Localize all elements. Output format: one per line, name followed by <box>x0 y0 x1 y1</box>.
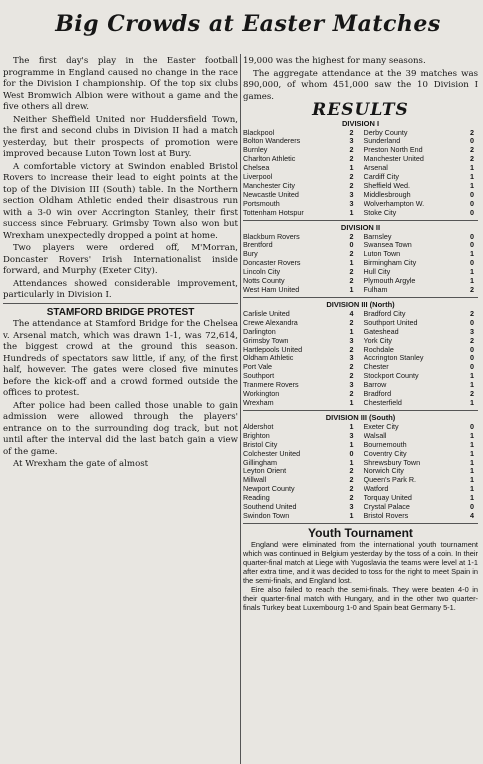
away-score: 1 <box>470 180 474 190</box>
home-team: Lincoln City <box>243 268 281 277</box>
away-team: Hull City <box>363 268 391 277</box>
home-team: Leyton Orient <box>243 467 287 476</box>
home-team: Grimsby Town <box>243 336 289 345</box>
article-paragraph: The first day's play in the Easter football programme in England caused no change in the race for the Division I championship. Of the top six clubs West Bromwich Albion were without a game and the five others all drew. <box>3 56 238 112</box>
result-row <box>243 467 478 476</box>
home-score: 2 <box>349 249 354 259</box>
away-team: Luton Town <box>363 250 401 259</box>
home-team: Colchester United <box>243 449 301 458</box>
home-score: 2 <box>349 484 354 494</box>
away-score: 2 <box>470 335 474 345</box>
result-row <box>243 182 478 191</box>
result-row <box>243 209 478 218</box>
division-block <box>243 223 478 298</box>
away-team: Rochdale <box>363 345 394 354</box>
away-team: Barnsley <box>363 232 392 241</box>
article-paragraph: Neither Sheffield United nor Huddersfield Town, the first and second clubs in Division II had a match yesterday, but their prospects of promotion were improved because Luton Town lost at Bury. <box>3 114 238 159</box>
away-team: Chesterfield <box>363 398 402 407</box>
home-team: Hartlepools United <box>243 345 303 354</box>
article-paragraph: The attendance at Stamford Bridge for the Chelsea v. Arsenal match, which was drawn 1-1, was 72,614, the biggest crowd at the ground this season. Hundreds of spectators saw little, if any, of the first half, however. The gates were closed five minutes before the kick-off and a crowd formed outside the offices to protest. <box>3 319 238 398</box>
home-team: Brighton <box>243 431 270 440</box>
result-row <box>243 191 478 200</box>
away-score: 2 <box>470 308 474 318</box>
home-score: 1 <box>349 258 354 268</box>
result-row <box>243 164 478 173</box>
left-column <box>3 56 238 471</box>
away-team: Plymouth Argyle <box>363 277 416 286</box>
article-paragraph: At Wrexham the gate of almost <box>13 459 149 469</box>
away-score: 1 <box>470 172 474 182</box>
result-row <box>243 129 478 138</box>
away-team: Wolverhampton W. <box>363 199 425 208</box>
away-team: Bournemouth <box>363 440 407 449</box>
home-team: Aldershot <box>243 422 274 431</box>
home-team: Southport <box>243 372 275 381</box>
home-score: 3 <box>349 353 354 363</box>
away-score: 1 <box>470 493 474 503</box>
away-team: Sunderland <box>363 137 401 146</box>
away-team: Bradford City <box>363 309 406 318</box>
home-score: 3 <box>349 380 354 390</box>
result-row <box>243 485 478 494</box>
away-team: Cardiff City <box>363 173 399 182</box>
away-score: 0 <box>470 189 474 199</box>
right-column <box>243 56 478 613</box>
home-team: Bolton Wanderers <box>243 137 301 146</box>
result-row <box>243 200 478 209</box>
home-team: Millwall <box>243 476 267 485</box>
home-team: Tranmere Rovers <box>243 381 299 390</box>
result-row <box>243 137 478 146</box>
result-row <box>243 423 478 432</box>
result-row <box>243 354 478 363</box>
result-row <box>243 346 478 355</box>
home-team: Chelsea <box>243 164 270 173</box>
result-row <box>243 146 478 155</box>
headline: Big Crowds at Easter Matches <box>55 11 441 37</box>
home-score: 2 <box>349 172 354 182</box>
away-score: 1 <box>470 267 474 277</box>
away-team: Arsenal <box>363 164 388 173</box>
away-score: 0 <box>470 136 474 146</box>
away-score: 0 <box>470 502 474 512</box>
away-team: Crystal Palace <box>363 503 410 512</box>
away-team: Swansea Town <box>363 241 412 250</box>
away-team: Derby County <box>363 128 408 137</box>
away-team: Preston North End <box>363 146 423 155</box>
division-block <box>243 119 478 221</box>
home-team: Doncaster Rovers <box>243 259 301 268</box>
home-score: 2 <box>349 276 354 286</box>
result-row <box>243 310 478 319</box>
home-team: Reading <box>243 494 270 503</box>
home-team: Portsmouth <box>243 199 280 208</box>
home-team: Carlisle United <box>243 309 290 318</box>
away-score: 0 <box>470 207 474 217</box>
article-paragraph: Eire also failed to reach the semi-finals. They were beaten 4-0 in their quarter-final match with Hungary, and in the other two quarter-finals Turkey beat Luxembourg 1-0 and Spain beat Germany 5-1. <box>243 585 478 612</box>
home-score: 2 <box>349 466 354 476</box>
home-score: 1 <box>349 285 354 294</box>
home-score: 1 <box>349 207 354 217</box>
division-name: DIVISION I <box>341 118 380 128</box>
result-row <box>243 441 478 450</box>
away-team: Exeter City <box>363 422 399 431</box>
article-paragraph: A comfortable victory at Swindon enabled Bristol Rovers to increase their lead to eight points at the top of the Division III (South) table. In the Northern section Oldham Athletic ended their disastrous run with a 3-0 win over Accrington Stanley, their first success since February. Grimsby Town also won but Wrexham unexpectedly dropped a point at home. <box>3 161 238 241</box>
away-score: 0 <box>470 353 474 363</box>
article-paragraph: After police had been called those unable to gain admission were allowed through the players' entrance on to the surrounding dog track, but not until after the interval did the last batch gain a view of the game. <box>3 400 238 457</box>
home-team: Blackburn Rovers <box>243 232 300 241</box>
result-row <box>243 399 478 408</box>
away-team: York City <box>363 336 392 345</box>
result-row <box>243 476 478 485</box>
away-score: 1 <box>470 439 474 449</box>
result-row <box>243 494 478 503</box>
away-team: Walsall <box>363 431 387 440</box>
result-row <box>243 432 478 441</box>
article-paragraph: Two players were ordered off, M'Morran, Doncaster Rovers' Irish Internationalist inside forward, and Murphy (Exeter City). <box>3 243 238 276</box>
home-score: 2 <box>349 344 354 354</box>
result-row <box>243 173 478 182</box>
home-score: 1 <box>349 457 354 467</box>
away-score: 1 <box>470 380 474 390</box>
results-heading: RESULTS <box>312 100 409 120</box>
home-team: Darlington <box>243 327 276 336</box>
division-block <box>243 300 478 411</box>
result-row <box>243 503 478 512</box>
home-team: Newport County <box>243 485 295 494</box>
away-team: Watford <box>363 485 389 494</box>
home-score: 2 <box>349 231 354 241</box>
away-score: 1 <box>470 466 474 476</box>
result-row <box>243 512 478 521</box>
home-team: Manchester City <box>243 181 295 190</box>
away-score: 1 <box>470 249 474 259</box>
away-score: 2 <box>470 154 474 164</box>
article-paragraph: 19,000 was the highest for many seasons. <box>243 56 426 66</box>
away-team: Middlesbrough <box>363 190 411 199</box>
away-team: Torquay United <box>363 494 412 503</box>
home-team: Notts County <box>243 277 285 286</box>
home-score: 1 <box>349 326 354 336</box>
result-row <box>243 459 478 468</box>
away-score: 1 <box>470 448 474 458</box>
home-score: 1 <box>349 421 354 431</box>
home-score: 3 <box>349 189 354 199</box>
home-score: 1 <box>349 510 354 520</box>
away-score: 1 <box>470 484 474 494</box>
division-block <box>243 413 478 524</box>
away-score: 1 <box>470 276 474 286</box>
home-score: 3 <box>349 502 354 512</box>
result-row <box>243 241 478 250</box>
result-row <box>243 450 478 459</box>
away-score: 1 <box>470 163 474 173</box>
result-row <box>243 390 478 399</box>
away-team: Fulham <box>363 286 388 294</box>
away-team: Shrewsbury Town <box>363 458 421 467</box>
result-row <box>243 337 478 346</box>
away-team: Chester <box>363 363 389 372</box>
away-score: 1 <box>470 457 474 467</box>
away-score: 1 <box>470 475 474 485</box>
away-team: Bradford <box>363 390 392 399</box>
result-row <box>243 319 478 328</box>
home-team: Southend United <box>243 503 297 512</box>
home-team: Brentford <box>243 241 273 250</box>
home-score: 2 <box>349 317 354 327</box>
home-score: 2 <box>349 371 354 381</box>
home-score: 2 <box>349 127 354 137</box>
division-name: DIVISION III (South) <box>325 412 396 422</box>
result-row <box>243 155 478 164</box>
home-score: 2 <box>349 180 354 190</box>
home-team: Bristol City <box>243 440 278 449</box>
away-score: 0 <box>470 421 474 431</box>
away-score: 2 <box>470 127 474 137</box>
away-score: 0 <box>470 258 474 268</box>
away-score: 0 <box>470 317 474 327</box>
away-team: Gateshead <box>363 327 399 336</box>
home-score: 2 <box>349 154 354 164</box>
home-team: Charlton Athletic <box>243 155 296 164</box>
home-score: 3 <box>349 335 354 345</box>
home-team: Workington <box>243 390 280 399</box>
away-score: 1 <box>470 371 474 381</box>
away-score: 1 <box>470 430 474 440</box>
home-score: 1 <box>349 397 354 407</box>
results-table <box>243 119 478 524</box>
home-team: Burnley <box>243 146 268 155</box>
away-team: Sheffield Wed. <box>363 181 410 190</box>
away-score: 2 <box>470 145 474 155</box>
home-score: 2 <box>349 362 354 372</box>
away-score: 0 <box>470 231 474 241</box>
away-score: 2 <box>470 285 474 294</box>
away-team: Coventry City <box>363 449 407 458</box>
home-team: Oldham Athletic <box>243 354 294 363</box>
away-score: 4 <box>470 510 474 520</box>
away-team: Queen's Park R. <box>363 476 417 485</box>
column-divider <box>240 54 241 764</box>
away-score: 0 <box>470 344 474 354</box>
home-score: 3 <box>349 430 354 440</box>
away-score: 0 <box>470 198 474 208</box>
home-score: 2 <box>349 267 354 277</box>
home-score: 3 <box>349 198 354 208</box>
home-team: Liverpool <box>243 173 273 182</box>
away-team: Accrington Stanley <box>363 354 424 363</box>
away-score: 0 <box>470 240 474 250</box>
result-row <box>243 250 478 259</box>
home-score: 2 <box>349 493 354 503</box>
away-score: 3 <box>470 326 474 336</box>
home-team: Wrexham <box>243 398 274 407</box>
home-team: Port Vale <box>243 363 273 372</box>
subheading: STAMFORD BRIDGE PROTEST <box>3 303 238 319</box>
home-score: 1 <box>349 439 354 449</box>
home-score: 2 <box>349 475 354 485</box>
result-row <box>243 372 478 381</box>
away-team: Stoke City <box>363 208 397 217</box>
result-row <box>243 328 478 337</box>
home-team: West Ham United <box>243 286 300 294</box>
result-row <box>243 268 478 277</box>
away-team: Stockport County <box>363 372 419 381</box>
away-team: Birmingham City <box>363 259 417 268</box>
home-score: 2 <box>349 389 354 399</box>
result-row <box>243 259 478 268</box>
article-paragraph: Attendances showed considerable improvement, particularly in Division I. <box>3 278 238 300</box>
result-row <box>243 233 478 242</box>
away-score: 1 <box>470 397 474 407</box>
away-score: 0 <box>470 362 474 372</box>
away-team: Manchester United <box>363 155 424 164</box>
home-score: 0 <box>349 448 354 458</box>
result-row <box>243 286 478 295</box>
result-row <box>243 381 478 390</box>
away-team: Bristol Rovers <box>363 511 409 520</box>
home-team: Gillingham <box>243 458 277 467</box>
home-score: 2 <box>349 145 354 155</box>
home-team: Blackpool <box>243 128 275 137</box>
home-team: Swindon Town <box>243 511 290 520</box>
away-team: Southport United <box>363 318 418 327</box>
result-row <box>243 363 478 372</box>
youth-heading: Youth Tournament <box>308 525 413 540</box>
away-score: 2 <box>470 389 474 399</box>
home-score: 4 <box>349 308 354 318</box>
home-score: 3 <box>349 136 354 146</box>
home-team: Tottenham Hotspur <box>243 208 304 217</box>
division-name: DIVISION III (North) <box>326 299 395 309</box>
article-paragraph: The aggregate attendance at the 39 matches was 890,000, of whom 451,000 saw the 10 Division I games. <box>243 68 478 102</box>
article-paragraph: England were eliminated from the international youth tournament which was continued in Belgium yesterday by the toss of a coin. In their quarter-final match at Liege with Yugoslavia the teams were level at 1-1 after extra time, and it was decided to toss for the right to meet Spain in the semi-finals, and England lost. <box>243 540 478 585</box>
home-team: Newcastle United <box>243 190 299 199</box>
away-team: Norwich City <box>363 467 404 476</box>
home-team: Crewe Alexandra <box>243 318 298 327</box>
home-score: 0 <box>349 240 354 250</box>
result-row <box>243 277 478 286</box>
division-name: DIVISION II <box>340 222 381 232</box>
home-team: Bury <box>243 250 258 259</box>
home-score: 1 <box>349 163 354 173</box>
youth-tournament-section <box>243 525 478 613</box>
away-team: Barrow <box>363 381 387 390</box>
